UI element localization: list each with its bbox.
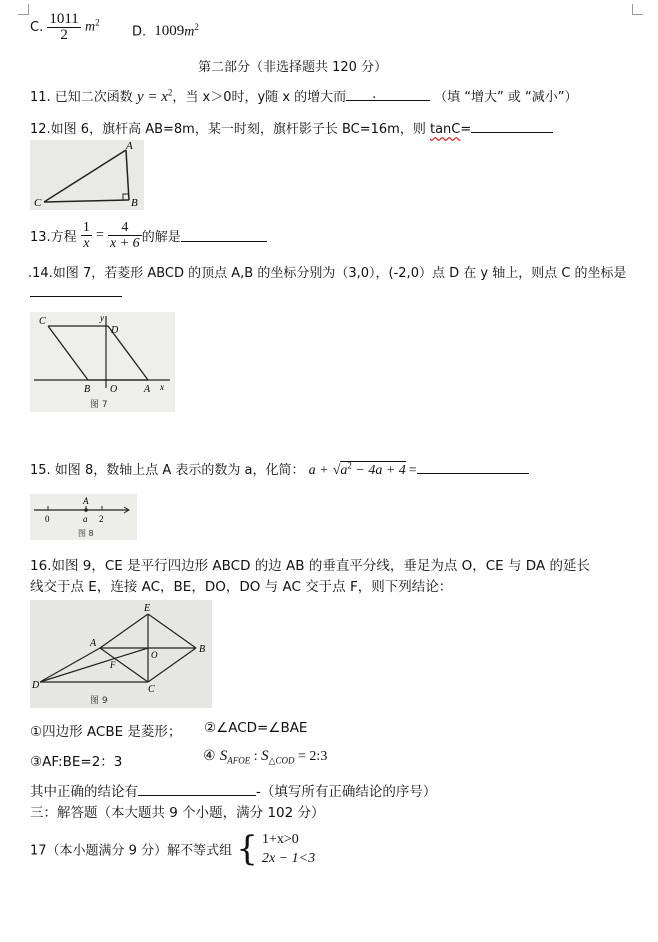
fig8-tick-a: a bbox=[83, 514, 88, 524]
fig7-label-c: C bbox=[39, 316, 46, 327]
fig8-caption: 图 8 bbox=[78, 529, 94, 538]
fig7-label-x: x bbox=[160, 382, 164, 392]
q17-text: 17（本小题满分 9 分）解不等式组 bbox=[30, 843, 233, 859]
q11-text-c: （填 “增大” 或 “减小”） bbox=[434, 90, 578, 105]
figure-8-diagram bbox=[30, 494, 137, 540]
q13-frac2-den: x + 6 bbox=[110, 236, 140, 251]
option-c-exp: 2 bbox=[95, 17, 100, 28]
fig7-label-b: B bbox=[84, 384, 91, 395]
q17-brace: { bbox=[236, 829, 258, 869]
conclusion-4 bbox=[203, 748, 327, 767]
option-c-fraction bbox=[47, 12, 80, 43]
figure-9 bbox=[30, 600, 212, 708]
q17-system bbox=[262, 830, 315, 868]
q13-frac1-num: 1 bbox=[82, 220, 90, 235]
figure-6-diagram bbox=[30, 140, 144, 210]
conclusion-4-value: = 2:3 bbox=[294, 749, 328, 764]
option-c-denominator: 2 bbox=[60, 27, 68, 43]
option-c-numerator: 1011 bbox=[49, 11, 79, 27]
fig7-label-o: O bbox=[110, 384, 118, 395]
question-12 bbox=[30, 118, 553, 137]
q15-text: 15. 如图 8，数轴上点 A 表示的数为 a，化简： bbox=[30, 463, 305, 478]
option-c-unit: m bbox=[84, 19, 96, 35]
q12-tan-label: tanC bbox=[429, 122, 461, 137]
figure-8 bbox=[30, 494, 137, 540]
q11-text-a: 11. 已知二次函数 bbox=[30, 90, 133, 105]
q12-answer-blank[interactable] bbox=[471, 120, 553, 133]
fig7-label-d: D bbox=[111, 325, 119, 336]
q15-formula-a: a + bbox=[308, 463, 329, 478]
fig7-caption: 图 7 bbox=[90, 400, 108, 410]
conclusion-4-colon: : bbox=[250, 749, 262, 764]
q11-blank-dot: . bbox=[372, 87, 377, 102]
figure-7-diagram bbox=[30, 312, 175, 412]
q13-equals: = bbox=[95, 227, 104, 243]
fig9-caption: 图 9 bbox=[90, 696, 108, 706]
figure-7 bbox=[30, 312, 175, 412]
question-15 bbox=[30, 459, 529, 479]
q15-exp: 2 bbox=[347, 460, 352, 471]
q13-fraction-1 bbox=[81, 220, 92, 251]
figure-6 bbox=[30, 140, 144, 210]
q16-answer bbox=[30, 780, 436, 800]
q13-fraction-2 bbox=[108, 220, 142, 251]
question-16-line-1: 16.如图 9，CE 是平行四边形 ABCD 的边 AB 的垂直平分线，垂足为点 O，CE 与 DA 的延长 bbox=[30, 558, 590, 574]
option-d-letter: D. bbox=[132, 24, 147, 40]
q15-radicand: a bbox=[340, 463, 348, 478]
fig9-label-d: D bbox=[32, 680, 40, 691]
question-16-line-2: 线交于点 E，连接 AC，BE，DO，DO 与 AC 交于点 F，则下列结论： bbox=[30, 579, 453, 595]
crop-mark-top-left bbox=[18, 4, 29, 15]
q11-text-b: ，当 x＞0时，y随 x 的增大而 bbox=[172, 90, 347, 105]
option-c bbox=[30, 12, 100, 43]
fig7-label-a: A bbox=[144, 384, 151, 395]
fig9-label-b: B bbox=[199, 644, 206, 655]
fig9-label-a: A bbox=[90, 638, 97, 649]
q14-answer-blank[interactable] bbox=[30, 284, 122, 297]
fig9-label-f: F bbox=[110, 660, 116, 670]
fig6-label-a: A bbox=[126, 140, 133, 152]
q15-radicand-rest: − 4a + 4 bbox=[351, 463, 406, 478]
conclusion-4-s1: S bbox=[219, 748, 228, 764]
option-d-unit: m bbox=[184, 24, 195, 40]
q11-exp: 2 bbox=[167, 87, 173, 98]
fig6-label-b: B bbox=[131, 197, 138, 209]
question-13 bbox=[30, 220, 267, 251]
q16-answer-text-b: -（填写所有正确结论的序号） bbox=[256, 784, 437, 800]
question-14: .14.如图 7，若菱形 ABCD 的顶点 A,B 的坐标分别为（3,0），(-2,0）点 D 在 y 轴上，则点 C 的坐标是 bbox=[28, 266, 627, 281]
conclusion-2: ②∠ACD=∠BAE bbox=[204, 720, 308, 736]
question-17 bbox=[30, 830, 315, 874]
option-d-exp: 2 bbox=[194, 22, 199, 32]
section-three-heading: 三：解答题（本大题共 9 个小题，满分 102 分） bbox=[30, 805, 325, 821]
q17-ineq-1: 1+x>0 bbox=[262, 832, 299, 847]
q16-answer-text-a: 其中正确的结论有 bbox=[30, 784, 138, 800]
question-11 bbox=[30, 86, 577, 106]
conclusion-4-sub2: △COD bbox=[268, 755, 295, 766]
fig6-label-c: C bbox=[34, 197, 42, 209]
conclusion-4-mark: ④ bbox=[203, 748, 216, 764]
fig8-tick-0: 0 bbox=[45, 514, 50, 524]
q15-radicand-box bbox=[340, 461, 405, 478]
q12-text: 12.如图 6，旗杆高 AB=8m，某一时刻，旗杆影子长 BC=16m，则 bbox=[30, 122, 430, 137]
conclusion-1: ①四边形 ACBE 是菱形； bbox=[30, 724, 182, 740]
option-d bbox=[132, 22, 199, 40]
q11-formula: y = x bbox=[136, 89, 168, 105]
q12-equals: = bbox=[460, 122, 472, 137]
q17-ineq-2: 2x − 1<3 bbox=[262, 851, 316, 866]
part-two-heading: 第二部分（非选择题共 120 分） bbox=[198, 60, 388, 75]
fig9-label-e: E bbox=[144, 603, 151, 614]
q11-answer-blank[interactable] bbox=[346, 88, 430, 101]
figure-9-diagram bbox=[30, 600, 212, 708]
q15-equals: = bbox=[408, 463, 417, 478]
conclusion-4-s2: S bbox=[261, 748, 269, 764]
option-c-letter: C. bbox=[30, 20, 44, 35]
conclusion-3: ③AF:BE=2：3 bbox=[30, 754, 123, 770]
fig9-label-o: O bbox=[151, 650, 158, 660]
fig7-label-y: y bbox=[100, 313, 104, 323]
option-d-value: 1009 bbox=[154, 23, 185, 40]
fig9-label-c: C bbox=[148, 684, 155, 695]
fig8-tick-2: 2 bbox=[99, 514, 104, 524]
q15-sqrt: $√a^2 - 4a + 4$ bbox=[332, 460, 406, 478]
q13-answer-blank[interactable] bbox=[181, 229, 267, 242]
q15-answer-blank[interactable] bbox=[417, 461, 529, 474]
fig8-label-a: A bbox=[83, 496, 89, 506]
crop-mark-top-right bbox=[632, 4, 643, 15]
q13-frac1-den: x bbox=[83, 236, 90, 251]
conclusion-4-sub1: AFOE bbox=[227, 755, 251, 766]
q13-text-b: 的解是 bbox=[141, 230, 181, 245]
q16-answer-blank[interactable] bbox=[138, 783, 256, 796]
q13-text-a: 13.方程 bbox=[30, 230, 77, 245]
q13-frac2-num: 4 bbox=[108, 220, 142, 236]
